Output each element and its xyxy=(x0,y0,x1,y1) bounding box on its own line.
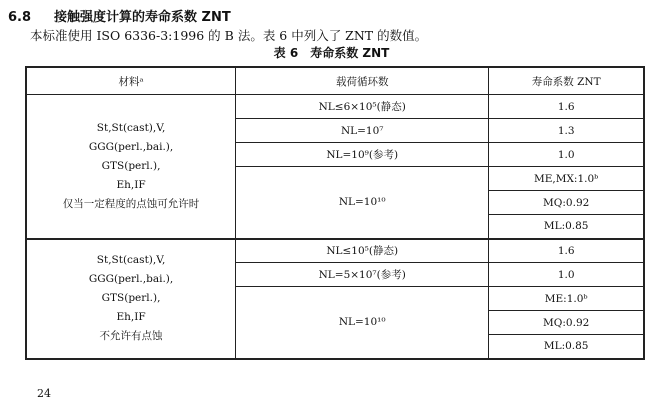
cycles-cell: NL=10⁷ xyxy=(236,119,489,143)
material-line: 仅当一定程度的点蚀可允许时 xyxy=(62,197,200,210)
header-material: 材料ᵃ xyxy=(26,67,236,95)
section-title: 接触强度计算的寿命系数 ZNT xyxy=(54,10,231,25)
material-line: GGG(perl.,bai.), xyxy=(88,140,174,153)
cycles-cell: NL=10¹⁰ xyxy=(236,167,489,239)
material-cell xyxy=(26,239,236,359)
page-number: 24 xyxy=(37,387,51,400)
cycles-cell: NL≤10⁵(静态) xyxy=(236,239,489,263)
material-cell xyxy=(26,95,236,239)
factor-cell: 1.3 xyxy=(489,119,644,143)
factor-cell: ME:1.0ᵇ xyxy=(489,287,644,311)
material-line: GGG(perl.,bai.), xyxy=(88,273,174,285)
material-line: GTS(perl.), xyxy=(101,292,161,304)
table-row xyxy=(26,239,644,263)
material-line: St,St(cast),V, xyxy=(96,254,166,266)
cycles-cell: NL=10¹⁰ xyxy=(236,287,489,359)
factor-cell: 1.6 xyxy=(489,95,644,119)
material-line: Eh,IF xyxy=(116,178,146,191)
material-line: 不允许有点蚀 xyxy=(99,330,163,342)
factor-cell: 1.0 xyxy=(489,263,644,287)
cycles-cell: NL=10⁹(参考) xyxy=(236,143,489,167)
life-factor-table xyxy=(25,66,645,360)
intro-paragraph: 本标准使用 ISO 6336-3:1996 的 B 法。表 6 中列入了 ZNT 的数值。 xyxy=(30,28,428,43)
factor-cell: ML:0.85 xyxy=(489,215,644,239)
table-caption: 表 6 寿命系数 ZNT xyxy=(273,46,390,60)
table-row xyxy=(26,95,644,119)
material-line: Eh,IF xyxy=(116,311,146,323)
section-heading xyxy=(8,6,231,25)
cycles-cell: NL=5×10⁷(参考) xyxy=(236,263,489,287)
factor-cell: 1.0 xyxy=(489,143,644,167)
header-life-factor: 寿命系数 ZNT xyxy=(489,67,644,95)
factor-cell: ML:0.85 xyxy=(489,335,644,359)
factor-cell: MQ:0.92 xyxy=(489,191,644,215)
cycles-cell: NL≤6×10⁵(静态) xyxy=(236,95,489,119)
section-number: 6.8 xyxy=(8,10,32,25)
material-line: St,St(cast),V, xyxy=(96,121,166,134)
factor-cell: ME,MX:1.0ᵇ xyxy=(489,167,644,191)
header-load-cycles: 载荷循环数 xyxy=(236,67,489,95)
material-line: GTS(perl.), xyxy=(101,159,161,172)
factor-cell: MQ:0.92 xyxy=(489,311,644,335)
factor-cell: 1.6 xyxy=(489,239,644,263)
